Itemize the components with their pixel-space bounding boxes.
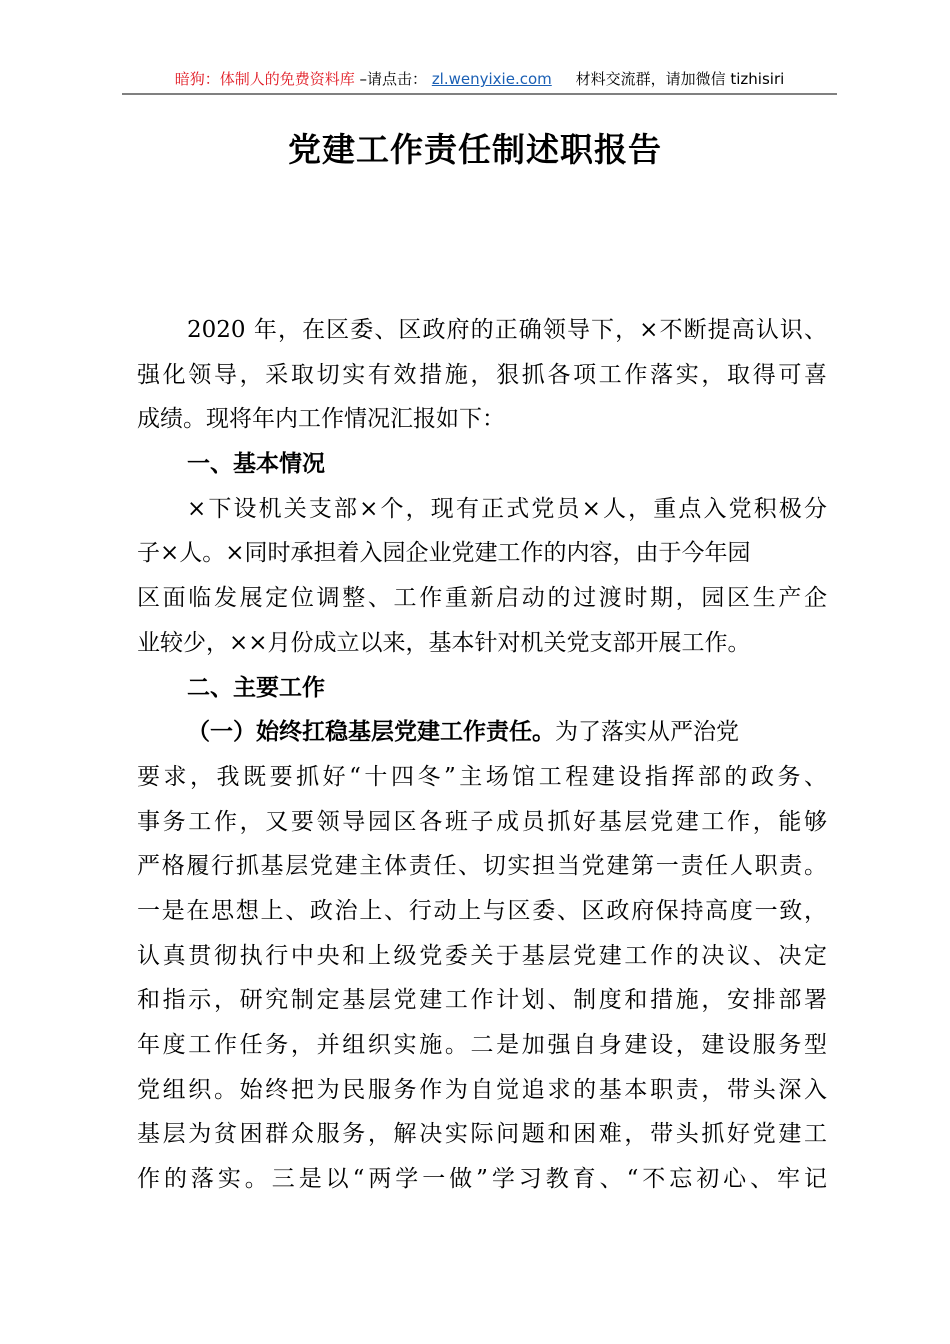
- document-body: [137, 308, 827, 1202]
- text-line: 作的落实。三是以“两学一做”学习教育、“不忘初心、牢记: [137, 1166, 827, 1193]
- text-line: [137, 710, 827, 755]
- text-line: 年度工作任务，并组织实施。二是加强自身建设，建设服务型: [137, 1032, 827, 1058]
- text-line: 一是在思想上、政治上、行动上与区委、区政府保持高度一致，: [137, 897, 827, 924]
- text-line: 区面临发展定位调整、工作重新启动的过渡时期，园区生产企: [137, 585, 827, 612]
- text-line: 要求，我既要抓好“十四冬”主场馆工程建设指挥部的政务、: [137, 763, 827, 790]
- text-line: 严格履行抓基层党建主体责任、切实担当党建第一责任人职责。: [137, 853, 827, 880]
- header-link[interactable]: zl.wenyixie.com: [431, 70, 552, 88]
- page-header: [122, 68, 837, 95]
- header-contact: 材料交流群，请加微信 tizhisiri: [575, 70, 785, 88]
- text-line: 党组织。始终把为民服务作为自觉追求的基本职责，带头深入: [137, 1076, 827, 1103]
- text-line: 认真贯彻执行中央和上级党委关于基层党建工作的决议、决定: [137, 942, 827, 969]
- text-line: 强化领导，采取切实有效措施，狠抓各项工作落实，取得可喜: [137, 361, 827, 388]
- text-line: 事务工作，又要领导园区各班子成员抓好基层党建工作，能够: [137, 808, 827, 835]
- text-line: 业较少，××月份成立以来，基本针对机关党支部开展工作。: [137, 629, 751, 656]
- text-line: 成绩。现将年内工作情况汇报如下：: [137, 406, 505, 433]
- text-span: 为了落实从严治党: [555, 719, 739, 746]
- section-heading: 一、基本情况: [187, 451, 325, 478]
- text-line: 基层为贫困群众服务，解决实际问题和困难，带头抓好党建工: [137, 1121, 827, 1148]
- subsection-heading: （一）始终扛稳基层党建工作责任。: [187, 718, 555, 746]
- text-line: 和指示，研究制定基层党建工作计划、制度和措施，安排部署: [137, 987, 827, 1014]
- text-line: 2020 年，在区委、区政府的正确领导下，×不断提高认识、: [187, 317, 827, 343]
- header-source: 暗狗：体制人的免费资料库: [174, 70, 355, 88]
- text-line: ×下设机关支部×个，现有正式党员×人，重点入党积极分: [187, 495, 827, 522]
- text-line: 子×人。×同时承担着入园企业党建工作的内容，由于今年园: [137, 540, 751, 567]
- header-prompt: –请点击：: [359, 70, 428, 88]
- document-title: 党建工作责任制述职报告: [288, 130, 662, 169]
- section-heading: 二、主要工作: [187, 674, 325, 701]
